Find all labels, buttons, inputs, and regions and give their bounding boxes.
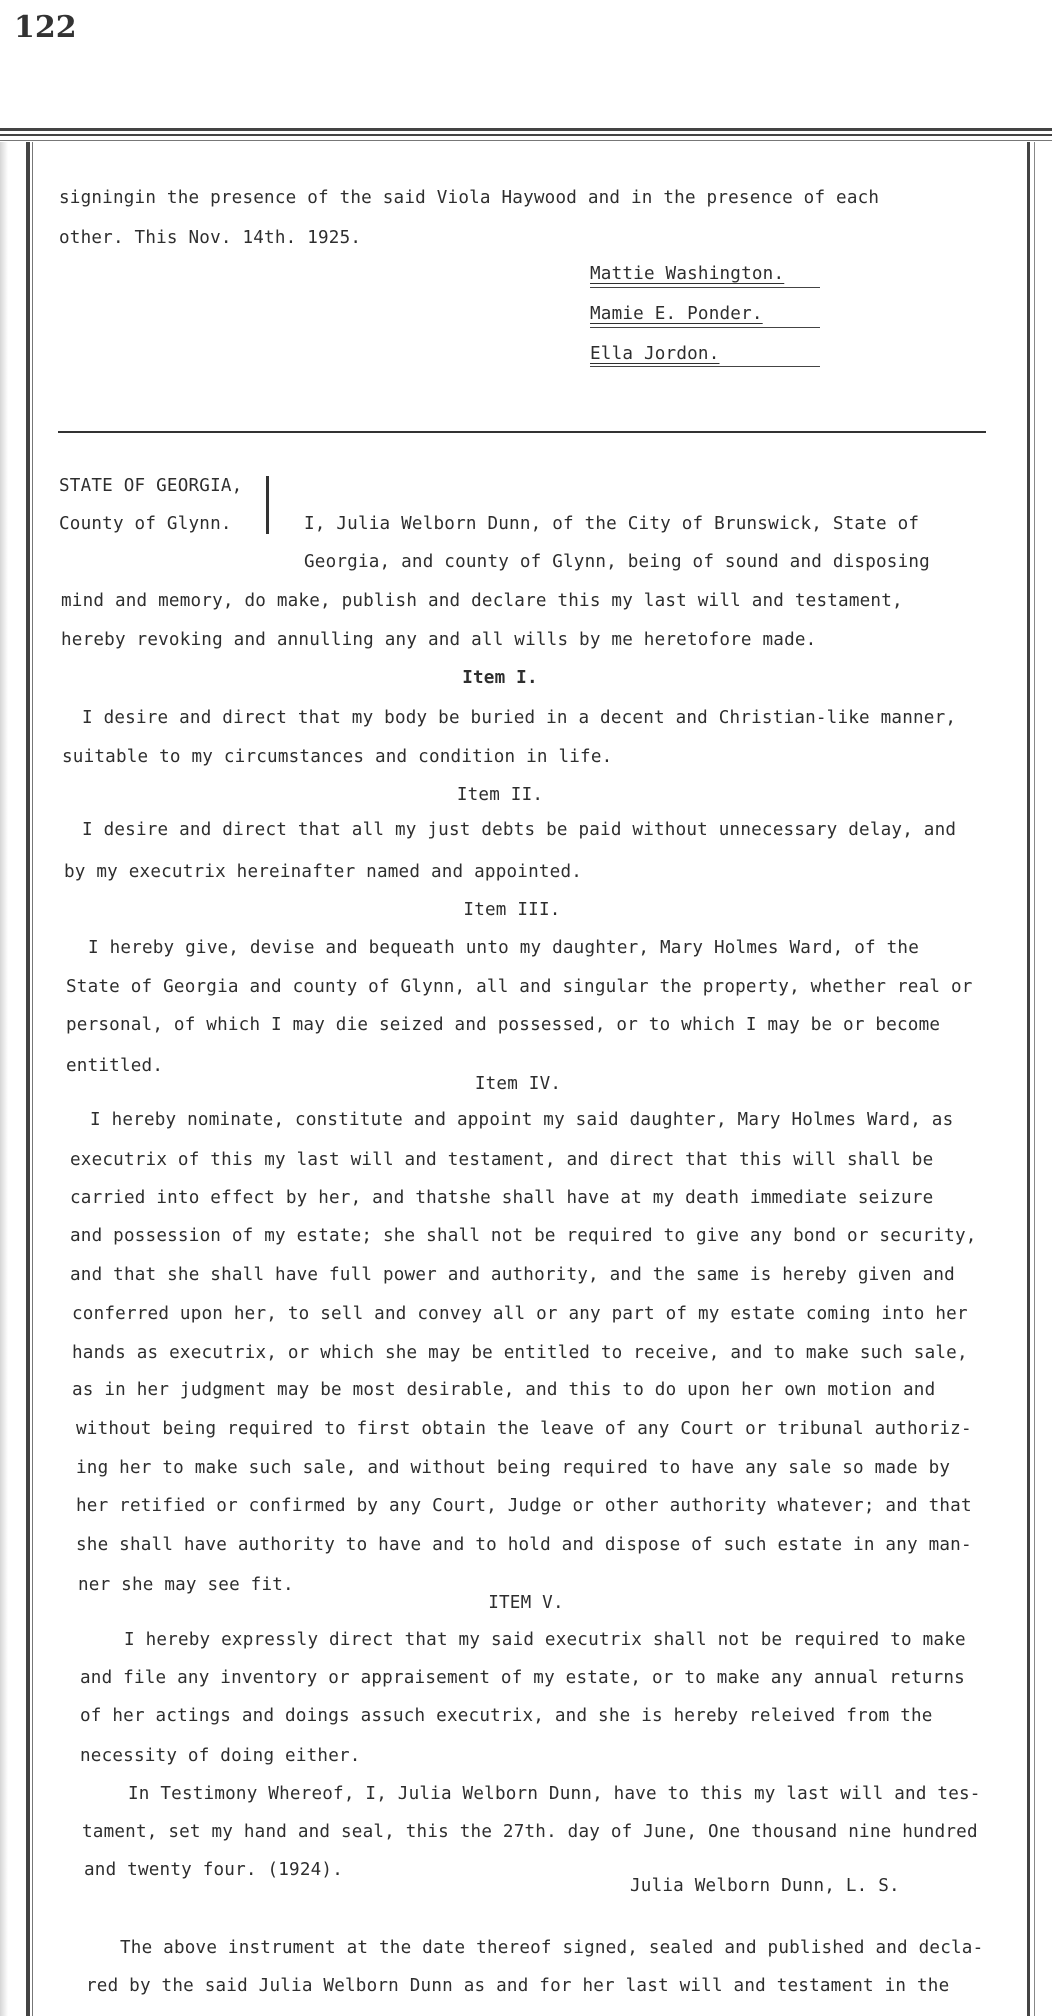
item-line: and that she shall have full power and authority, and the same is hereby given and: [70, 1265, 955, 1285]
item-line: I hereby expressly direct that my said executrix shall not be required to make: [124, 1630, 966, 1650]
item-line: State of Georgia and county of Glynn, all and singular the property, whether real or: [66, 977, 973, 997]
testimony-line: tament, set my hand and seal, this the 27th. day of June, One thousand nine hundred: [82, 1822, 978, 1842]
caption-state: STATE OF GEORGIA,: [59, 476, 243, 496]
item-line: conferred upon her, to sell and convey all or any part of my estate coming into her: [72, 1304, 968, 1324]
item-heading: ITEM V.: [488, 1593, 564, 1613]
intro-line: hereby revoking and annulling any and all wills by me heretofore made.: [61, 630, 817, 650]
item-line: necessity of doing either.: [80, 1746, 361, 1766]
item-line: of her actings and doings assuch executrix, and she is hereby releived from the: [80, 1706, 933, 1726]
top-rule: [0, 128, 1052, 131]
testimony-line: and twenty four. (1924).: [84, 1860, 344, 1880]
item-line: personal, of which I may die seized and possessed, or to which I may be or become: [66, 1015, 941, 1035]
witness-signature: Mattie Washington.: [590, 264, 785, 284]
top-line-2: other. This Nov. 14th. 1925.: [59, 228, 362, 248]
item-line: and possession of my estate; she shall not be required to give any bond or security,: [70, 1226, 977, 1246]
item-line: I desire and direct that my body be buried in a decent and Christian-like manner,: [82, 708, 957, 728]
section-separator: [58, 431, 986, 433]
witness-signature-line: [590, 327, 820, 328]
item-line: hands as executrix, or which she may be entitled to receive, and to make such sale,: [72, 1343, 968, 1363]
witness-signature-line: [590, 366, 820, 367]
item-line: carried into effect by her, and thatshe shall have at my death immediate seizure: [70, 1188, 934, 1208]
item-line: without being required to first obtain the leave of any Court or tribunal authoriz-: [76, 1419, 972, 1439]
item-line: she shall have authority to have and to hold and dispose of such estate in any man-: [76, 1535, 972, 1555]
intro-line: I, Julia Welborn Dunn, of the City of Brunswick, State of: [304, 514, 920, 534]
item-heading: Item III.: [463, 900, 561, 920]
item-line: and file any inventory or appraisement of my estate, or to make any annual returns: [80, 1668, 965, 1688]
caption-bracket: [266, 476, 269, 534]
witness-signature-line: [590, 287, 820, 288]
attestation-line: red by the said Julia Welborn Dunn as and for her last will and testament in the: [86, 1976, 950, 1996]
top-rule-second: [0, 134, 1052, 136]
intro-line: Georgia, and county of Glynn, being of sound and disposing: [304, 552, 930, 572]
item-line: I hereby nominate, constitute and appoint my said daughter, Mary Holmes Ward, as: [90, 1110, 954, 1130]
testator-signature: Julia Welborn Dunn, L. S.: [630, 1876, 900, 1896]
item-line: ing her to make such sale, and without being required to have any sale so made by: [76, 1458, 951, 1478]
item-line: as in her judgment may be most desirable, and this to do upon her own motion and: [72, 1380, 936, 1400]
intro-line: mind and memory, do make, publish and declare this my last will and testament,: [61, 591, 903, 611]
item-line: executrix of this my last will and testament, and direct that this will shall be: [70, 1150, 934, 1170]
item-heading: Item II.: [456, 785, 544, 805]
item-line: I hereby give, devise and bequeath unto my daughter, Mary Holmes Ward, of the: [88, 938, 920, 958]
item-heading: Item IV.: [474, 1074, 562, 1094]
item-line: entitled.: [66, 1056, 164, 1076]
top-line-1: signingin the presence of the said Viola Haywood and in the presence of each: [59, 188, 880, 208]
item-line: ner she may see fit.: [78, 1575, 294, 1595]
witness-signature: Mamie E. Ponder.: [590, 304, 763, 324]
item-heading: Item I.: [462, 668, 538, 688]
item-line: I desire and direct that all my just debts be paid without unnecessary delay, and: [82, 820, 957, 840]
item-line: by my executrix hereinafter named and appointed.: [64, 862, 583, 882]
caption-county: County of Glynn.: [59, 514, 232, 534]
attestation-line: The above instrument at the date thereof signed, sealed and published and decla-: [120, 1938, 984, 1958]
item-line: her retified or confirmed by any Court, Judge or other authority whatever; and that: [76, 1496, 972, 1516]
item-line: suitable to my circumstances and condition in life.: [62, 747, 613, 767]
testimony-line: In Testimony Whereof, I, Julia Welborn Dunn, have to this my last will and tes-: [128, 1784, 981, 1804]
top-rule-third: [0, 140, 1052, 141]
page-number: 122: [14, 10, 77, 45]
witness-signature: Ella Jordon.: [590, 344, 720, 364]
